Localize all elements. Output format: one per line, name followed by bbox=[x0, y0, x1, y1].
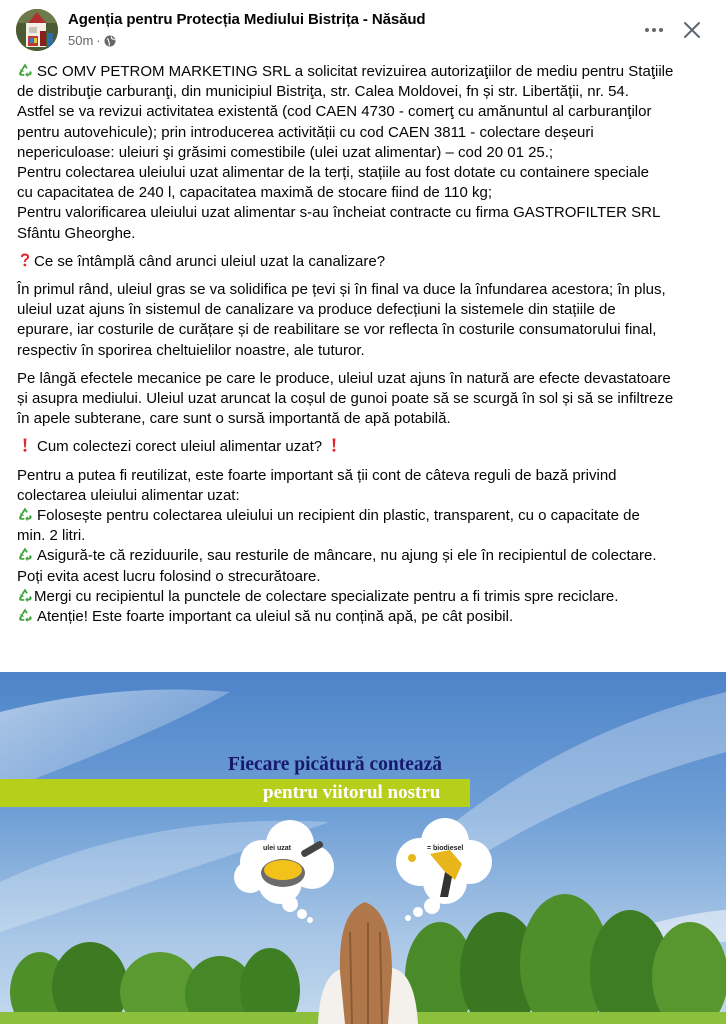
text-line: Sfântu Gheorghe. bbox=[17, 224, 136, 242]
post-image[interactable] bbox=[0, 672, 726, 1024]
text-line: min. 2 litri. bbox=[17, 527, 86, 545]
post-meta bbox=[68, 33, 116, 48]
recycle-icon bbox=[17, 587, 33, 603]
meta-separator: · bbox=[96, 33, 101, 48]
text-line: uleiul uzat ajuns în sistemul de canalizare va produce defecțiuni la sistemele din stațiile de bbox=[17, 301, 616, 319]
landscape-illustration bbox=[0, 672, 726, 1024]
question-heading: Ce se întâmplă când arunci uleiul uzat la canalizare? bbox=[17, 252, 717, 272]
rule-item: Mergi cu recipientul la punctele de colectare specializate pentru a fi trimis spre reciclare. bbox=[17, 587, 717, 607]
red-exclamation-mark-icon bbox=[17, 437, 33, 453]
post-text bbox=[17, 62, 717, 635]
post-header bbox=[0, 0, 726, 60]
close-button[interactable] bbox=[680, 18, 704, 42]
text-line: epurare, iar costurile de curățare și de reabilitare se vor reflecta în costurile consumatorului final, bbox=[17, 321, 657, 339]
recycle-icon bbox=[17, 546, 33, 562]
red-question-mark-icon bbox=[17, 252, 33, 268]
text-line: în apele subterane, care sunt o sursă importantă de apă potabilă. bbox=[17, 410, 451, 428]
cloud-wisp bbox=[430, 692, 726, 862]
avatar-image bbox=[16, 9, 58, 51]
page-avatar[interactable] bbox=[16, 9, 58, 51]
text-line: colectarea uleiului alimentar uzat: bbox=[17, 486, 240, 504]
text-line: de distribuţie carburanţi, din municipiul Bistriţa, str. Calea Moldovei, fn și str. Libertății, nr. 54. bbox=[17, 83, 629, 101]
text-line: cu capacitatea de 240 l, capacitatea maximă de stocare fiind de 110 kg; bbox=[17, 184, 493, 202]
text-line: SC OMV PETROM MARKETING SRL a solicitat revizuirea autorizaţiilor de mediu pentru Staţiile bbox=[17, 62, 717, 82]
recycle-icon bbox=[17, 506, 33, 522]
rule-item: Asigură-te că reziduurile, sau resturile de mâncare, nu ajung și ele în recipientul de colectare. bbox=[17, 546, 717, 566]
more-horizontal-icon-dot bbox=[645, 28, 649, 32]
paragraph-sewer-effects bbox=[17, 280, 717, 361]
text-line: nepericuloase: uleiuri şi grăsimi comestibile (ulei uzat alimentar) – cod 20 01 25.; bbox=[17, 143, 554, 161]
intro-paragraph bbox=[17, 62, 717, 244]
bubble-label-used-oil: ulei uzat bbox=[263, 845, 292, 852]
red-exclamation-mark-icon bbox=[326, 437, 342, 453]
image-subtitle: pentru viitorul nostru bbox=[263, 782, 441, 803]
text-line: Pentru valorificarea uleiului uzat alimentar s-au încheiat contracte cu firma GASTROFILTER SRL bbox=[17, 204, 661, 222]
more-horizontal-icon-dot bbox=[659, 28, 663, 32]
rules-section bbox=[17, 466, 717, 628]
text-line: Astfel se va revizui activitatea existentă (cod CAEN 4730 - comerţ cu amănuntul al carburanţilor bbox=[17, 103, 652, 121]
collection-heading: Cum colectezi corect uleiul alimentar uzat? bbox=[17, 437, 717, 457]
text-line: În primul rând, uleiul gras se va solidifica pe țevi și în final va duce la înfundarea acestora; în plus, bbox=[17, 281, 666, 299]
image-title: Fiecare picătură contează bbox=[228, 754, 443, 775]
cloud-wisp bbox=[0, 690, 230, 793]
close-icon bbox=[680, 18, 704, 42]
text-line: și asupra mediului. Uleiul uzat aruncat la coșul de gunoi poate să se scurgă în sol și să se infiltreze bbox=[17, 390, 674, 408]
text-line: respectiv în sporirea cheltuielilor noastre, ale tuturor. bbox=[17, 341, 365, 359]
paragraph-environment-effects bbox=[17, 369, 717, 430]
rule-item: Atenție! Este foarte important ca uleiul să nu conțină apă, pe cât posibil. bbox=[17, 607, 717, 627]
globe-icon bbox=[104, 35, 116, 47]
post-timestamp[interactable]: 50m bbox=[68, 33, 94, 48]
more-options-button[interactable] bbox=[640, 18, 668, 42]
rule-item: Folosește pentru colectarea uleiului un recipient din plastic, transparent, cu o capacitate de bbox=[17, 506, 717, 526]
text-line: pentru autovehicule); prin introducerea activității cu cod CAEN 3811 - colectare deșeuri bbox=[17, 123, 594, 141]
page-name-link[interactable]: Agenția pentru Protecția Mediului Bistrița - Năsăud bbox=[68, 11, 426, 28]
person-figure bbox=[318, 902, 418, 1024]
recycle-icon bbox=[17, 62, 33, 78]
bubble-label-biodiesel: = biodiesel bbox=[427, 845, 464, 852]
text-line: Pe lângă efectele mecanice pe care le produce, uleiul uzat ajuns în natură are efecte devastatoare bbox=[17, 369, 671, 387]
recycle-icon bbox=[17, 607, 33, 623]
more-horizontal-icon-dot bbox=[652, 28, 656, 32]
text-line: Poți evita acest lucru folosind o strecurătoare. bbox=[17, 567, 321, 585]
text-line: Pentru a putea fi reutilizat, este foarte important să ții cont de câteva reguli de bază privind bbox=[17, 466, 617, 484]
text-line: Pentru colectarea uleiului uzat alimentar de la terți, stațiile au fost dotate cu containere speciale bbox=[17, 164, 650, 182]
